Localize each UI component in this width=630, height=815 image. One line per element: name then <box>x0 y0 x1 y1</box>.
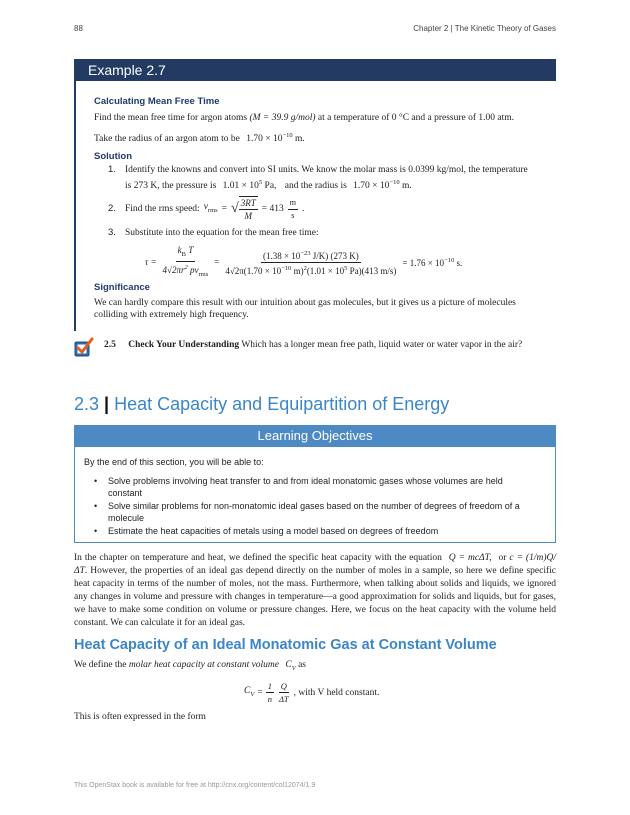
step-2-number: 2. <box>108 203 116 214</box>
intro-paragraph: In the chapter on temperature and heat, we defined the specific heat capacity with the equation Q = mcΔT, or c = (1/m)Q/ΔT. However, the properties of an ideal gas depend directly on the number of moles in a sample, so here we define specific heat capacity in terms of the number of moles, not the mass. Furthermore, when talking about solids and liquids, we ignored any changes in volume and pressure with changes in temperature—a good approximation for solids and liquids, but for gases, we have to make some condition on volume or pressure changes. Here, we focus on the heat capacity with the volume held constant. We can calculate it for an ideal gas. <box>74 553 557 628</box>
section-title <box>74 394 449 415</box>
section-number: 2.3 <box>74 394 100 414</box>
objective-item: • Solve similar problems for non-monatomic ideal gases based on the number of degrees of freedom of a molecule <box>94 501 520 523</box>
subsection-title: Heat Capacity of an Ideal Monatomic Gas at Constant Volume <box>74 637 497 653</box>
problem-line-2: Take the radius of an argon atom to be $1.70 \times 10^{-10}$ m. <box>94 132 305 145</box>
unit-fraction: $\frac{m}{s}$ <box>289 197 296 220</box>
temperature-math: 0 °C <box>391 113 410 123</box>
square-root-expression: √ $\frac{3RT}{M}$ <box>231 198 256 221</box>
example-left-rule <box>74 81 76 331</box>
running-header: Chapter 2 | The Kinetic Theory of Gases <box>413 24 556 33</box>
heat-equation: Q = mcΔT, <box>448 553 492 563</box>
example-title: Example 2.7 <box>88 62 166 78</box>
check-understanding <box>104 339 522 351</box>
specific-heat-equation: c = (1/m)Q/ΔT <box>74 553 557 576</box>
step-2-line: Find the rms speed: $v_{rms}$ = √ $\frac{3RT}{M}$ = 413 $\frac{m}{s}$ . <box>125 197 305 221</box>
step-3-line: Substitute into the equation for the mean free time: <box>125 228 319 238</box>
significance-heading: Significance <box>94 282 150 293</box>
mean-free-time-equation: τ = $\frac{k_B T}{4√2\pi r^2 pv_{rms}}$ = $\frac{(1.38 \times 10^{-23} J/K) (273 K)}{4√2\pi(1.70 \times 10^{-10} m)^2(1.01 \times 10^5 Pa)(413 m/s)}$ = $1.76 \times 10^{-10}$ s. <box>145 244 462 281</box>
definition-line: We define the molar heat capacity at constant volume $C_V$ as <box>74 660 307 672</box>
radical-sign-icon: √ <box>231 201 239 216</box>
step-1-number: 1. <box>108 164 116 175</box>
bullet-icon: • <box>94 501 98 511</box>
check-question: Which has a longer mean free path, liquid water or water vapor in the air? <box>241 340 523 350</box>
after-equation-text: This is often expressed in the form <box>74 712 206 722</box>
bullet-icon: • <box>94 526 98 536</box>
footer-note: This OpenStax book is available for free at http://cnx.org/content/col12074/1.9 <box>74 782 316 789</box>
solution-heading: Solution <box>94 151 132 162</box>
learning-objectives-intro: By the end of this section, you will be able to: <box>84 457 264 467</box>
molar-mass-math: (M = 39.9 g/mol) <box>249 113 316 123</box>
formula-fraction: $\frac{k_B T}{4√2\pi r^2 pv_{rms}}$ <box>162 245 209 278</box>
substituted-fraction: $\frac{(1.38 \times 10^{-23} J/K) (273 K)}{4√2\pi(1.70 \times 10^{-10} m)^2(1.01 \times 10^5 Pa)(413 m/s)}$ <box>225 249 397 276</box>
cv-equation: $C_V$ = $\frac{1}{n}$ $\frac{Q}{\Delta T}$ , with V held constant. <box>244 681 380 704</box>
problem-heading: Calculating Mean Free Time <box>94 96 220 107</box>
step-1-line-2: is 273 K, the pressure is $1.01 \times 10^5$ Pa, and the radius is $1.70 \times 10^{-10}$ m. <box>125 179 412 192</box>
learning-objectives-list <box>94 476 534 538</box>
objective-item: • Solve problems involving heat transfer to and from ideal monatomic gases whose volumes are held constant <box>94 476 503 498</box>
learning-objectives-title: Learning Objectives <box>257 428 373 443</box>
check-label: Check Your Understanding <box>128 340 240 350</box>
checkbox-check-icon <box>74 337 94 357</box>
problem-line-1: Find the mean free time for argon atoms (M = 39.9 g/mol) at a temperature of 0 °C and a pressure of 1.00 atm. <box>94 113 515 123</box>
section-separator: | <box>104 394 110 414</box>
check-number: 2.5 <box>104 340 116 350</box>
section-name: Heat Capacity and Equipartition of Energy <box>114 394 450 414</box>
step-1-line-1: Identify the knowns and convert into SI units. We know the molar mass is 0.0399 kg/mol, the temperature <box>125 165 528 175</box>
defined-term: molar heat capacity at constant volume <box>128 660 280 670</box>
objective-item: • Estimate the heat capacities of metals using a model based on degrees of freedom <box>94 526 439 536</box>
step-3-number: 3. <box>108 227 116 238</box>
bullet-icon: • <box>94 476 98 486</box>
page-number: 88 <box>74 24 83 33</box>
rms-speed-symbol: $v_{rms}$ <box>203 202 218 214</box>
significance-text: We can hardly compare this result with our intuition about gas molecules, but it gives us a picture of molecules colliding with extremely high frequency. <box>94 298 516 320</box>
